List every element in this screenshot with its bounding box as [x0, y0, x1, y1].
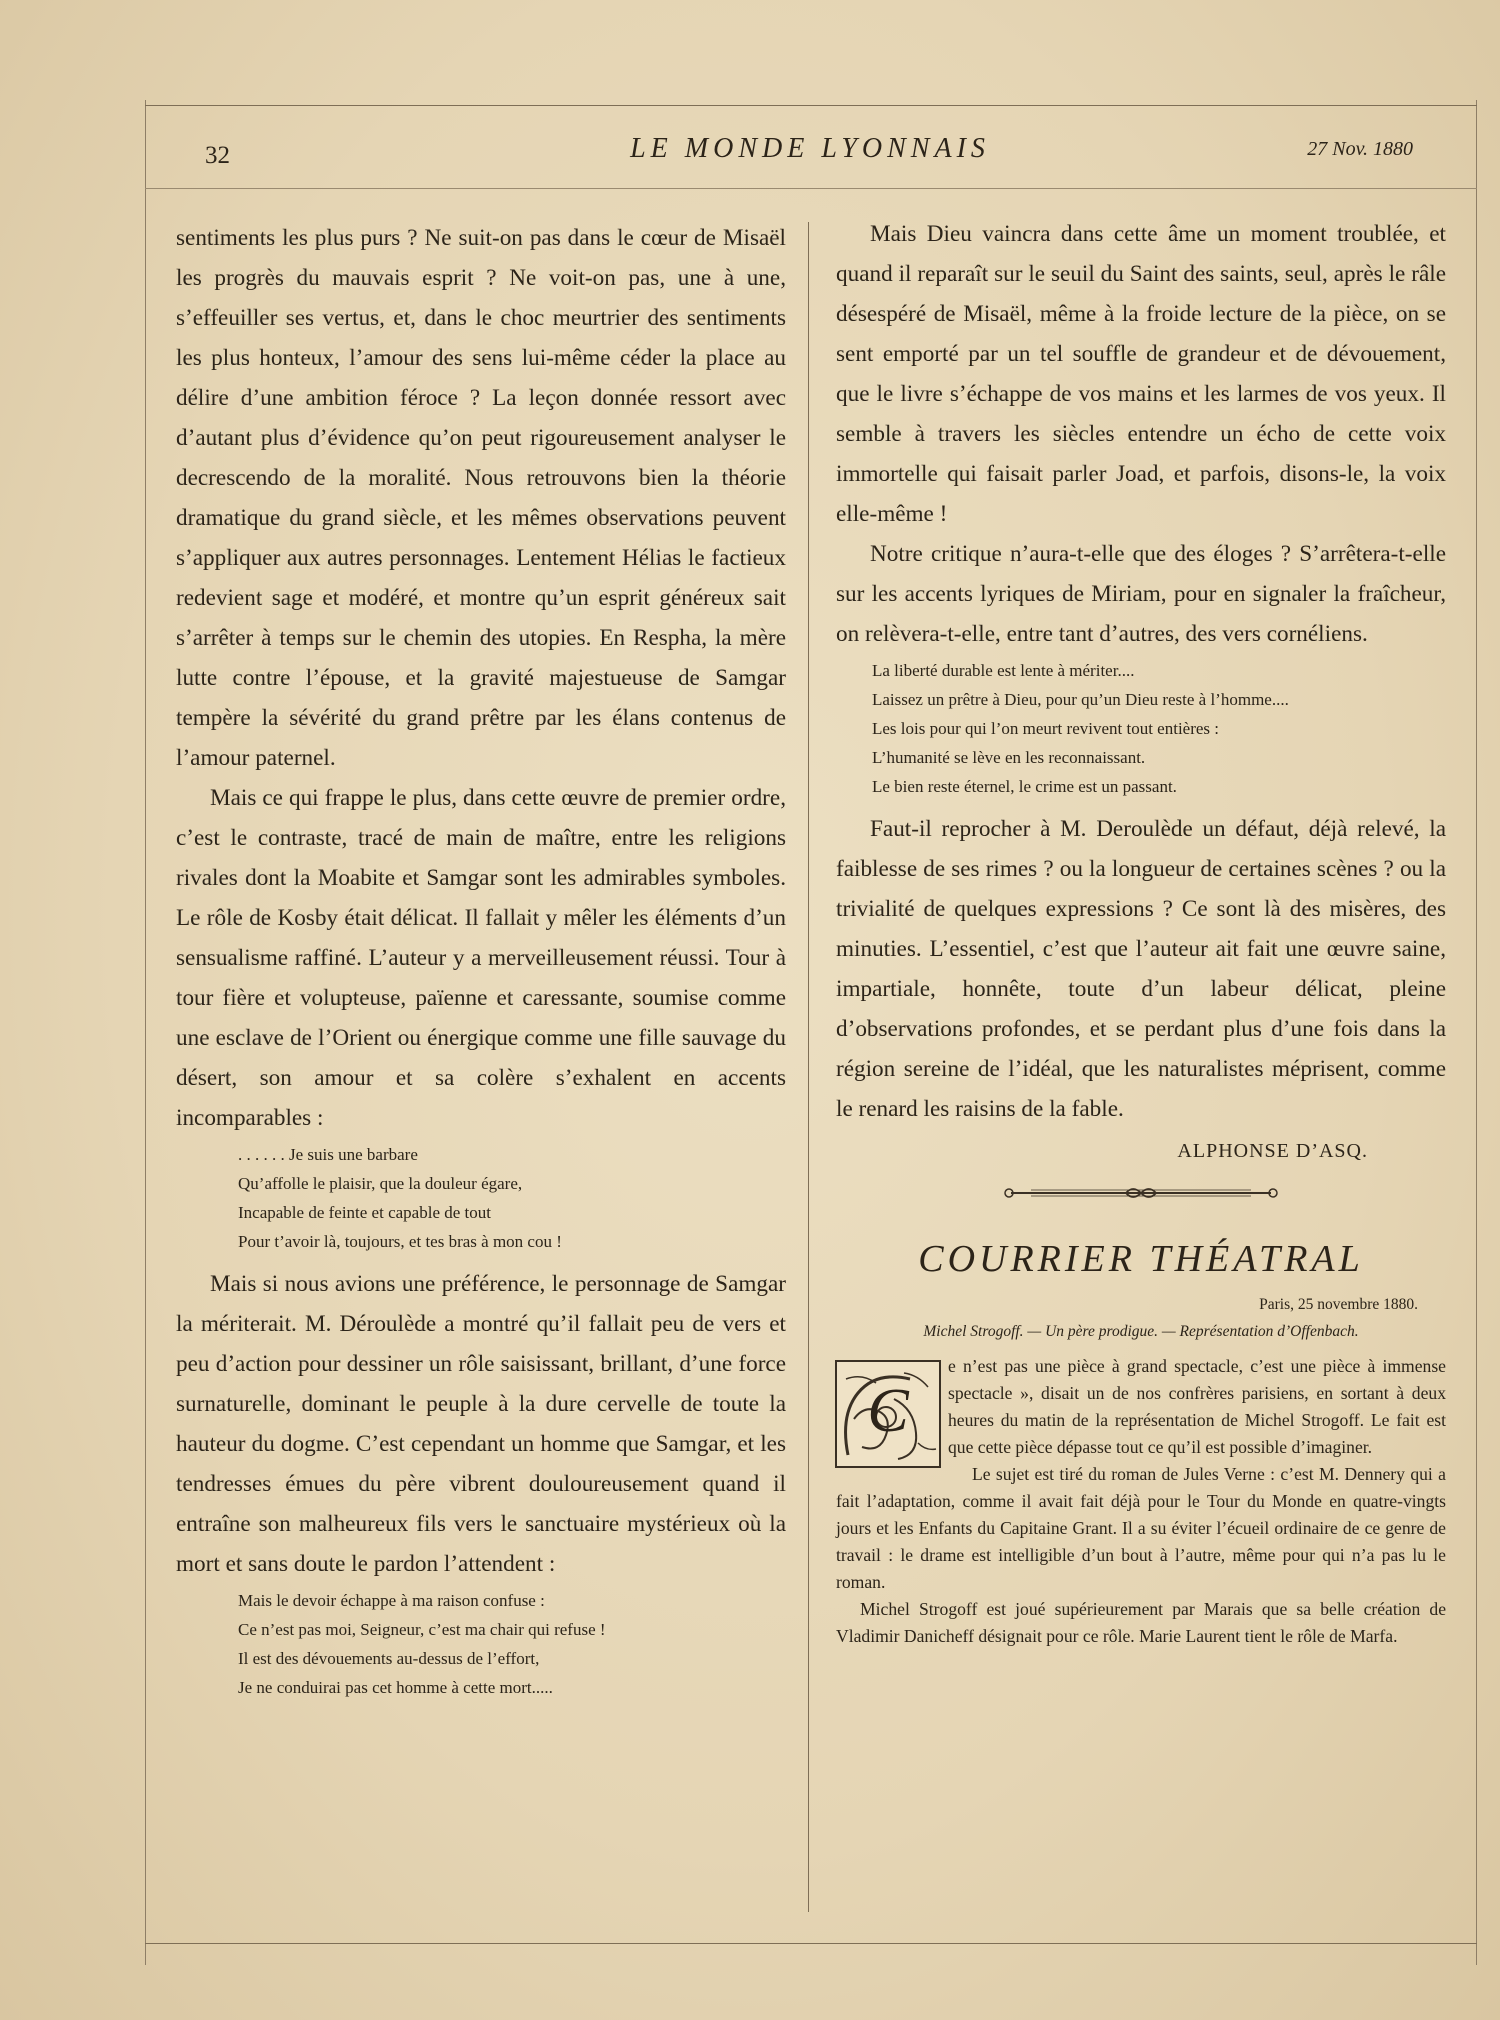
verse-line: . . . . . . Je suis une barbare — [238, 1145, 418, 1164]
right-column — [836, 214, 1446, 1650]
article-paragraph: Mais ce qui frappe le plus, dans cette œuvre de premier ordre, c’est le contraste, tracé de main de maître, entre les religions rivales dont la Moabite et Samgar sont les admirables symboles. Le rôle de Kosby était délicat. Il fallait y mêler les éléments d’un sensualisme raffiné. L’auteur y a merveilleusement réussi. Tour à tour fière et volupteuse, païenne et caressante, soumise comme une esclave de l’Orient ou énergique comme une fille sauvage du désert, son amour et sa colère s’exhalent en accents incomparables : — [176, 785, 786, 1131]
verse-line: La liberté durable est lente à mériter.... — [872, 661, 1135, 680]
decorated-initial-icon — [834, 1359, 942, 1469]
verse-line: Laissez un prêtre à Dieu, pour qu’un Dieu reste à l’homme.... — [872, 690, 1289, 709]
verse-quote — [176, 1586, 786, 1702]
article-paragraph: Faut-il reprocher à M. Deroulède un défaut, déjà relevé, la faiblesse de ses rimes ? ou la longueur de certaines scènes ? ou la trivialité de quelques expressions ? Ce sont là des misères, des minuties. L’essentiel, c’est que l’auteur ait fait une œuvre saine, impartiale, honnête, toute d’un labeur délicat, pleine d’observations profondes, et se perdant plus d’une fois dans la région sereine de l’idéal, que les naturalistes méprisent, comme le renard les raisins de la fable. — [836, 816, 1446, 1122]
dateline: Paris, 25 novembre 1880. — [1259, 1296, 1418, 1313]
ornament-divider-icon — [1001, 1185, 1281, 1201]
theatre-article — [836, 1353, 1446, 1650]
verse-line: Les lois pour qui l’on meurt revivent tout entières : — [872, 719, 1220, 738]
verse-quote — [836, 656, 1446, 801]
article-paragraph: Mais Dieu vaincra dans cette âme un moment troublée, et quand il reparaît sur le seuil du Saint des saints, seul, après le râle désespéré de Misaël, même à la froide lecture de la pièce, on se sent emporté par un tel souffle de grandeur et de dévouement, que le livre s’échappe de vos mains et les larmes de vos yeux. Il semble à travers les siècles entendre un écho de cette voix immortelle qui faisait parler Joad, et parfois, disons-le, la voix elle-même ! — [836, 221, 1446, 527]
verse-line: Incapable de feinte et capable de tout — [238, 1203, 491, 1222]
verse-line: Il est des dévouements au-dessus de l’effort, — [238, 1649, 540, 1668]
bottom-rule — [145, 1943, 1477, 1944]
verse-line: Pour t’avoir là, toujours, et tes bras à mon cou ! — [238, 1232, 562, 1251]
section-subtitle: Michel Strogoff. — Un père prodigue. — Représentation d’Offenbach. — [923, 1323, 1359, 1340]
author-signature: ALPHONSE D’ASQ. — [1177, 1140, 1368, 1162]
section-title: COURRIER THÉATRAL — [918, 1238, 1364, 1280]
verse-line: Mais le devoir échappe à ma raison confuse : — [238, 1591, 545, 1610]
verse-line: Je ne conduirai pas cet homme à cette mort..... — [238, 1678, 553, 1697]
verse-line: Ce n’est pas moi, Seigneur, c’est ma chair qui refuse ! — [238, 1620, 606, 1639]
article-paragraph: Mais si nous avions une préférence, le personnage de Samgar la mériterait. M. Déroulède a montré qu’il fallait peu de vers et peu d’action pour dessiner un rôle saisissant, brillant, d’une force surnaturelle, dominant le peuple à la dure cervelle de toute la hauteur du dogme. C’est cependant un homme que Samgar, et les tendresses émues du père vibrent douloureusement quand il entraîne son malheureux fils vers le sanctuaire mystérieux où la mort et sans doute le pardon l’attendent : — [176, 1271, 786, 1577]
masthead: LE MONDE LYONNAIS — [630, 133, 990, 164]
page-header — [145, 128, 1475, 172]
dropcap-letter: C — [867, 1377, 909, 1445]
verse-quote — [176, 1140, 786, 1256]
theatre-paragraph: Michel Strogoff est joué supérieurement par Marais que sa belle création de Vladimir Danicheff désignait pour ce rôle. Marie Laurent tient le rôle de Marfa. — [836, 1599, 1446, 1646]
top-rule — [145, 105, 1477, 106]
issue-date: 27 Nov. 1880 — [1307, 138, 1413, 160]
verse-line: Le bien reste éternel, le crime est un passant. — [872, 777, 1177, 796]
verse-line: Qu’affolle le plaisir, que la douleur égare, — [238, 1174, 523, 1193]
left-column — [176, 218, 786, 1710]
theatre-paragraph: Le sujet est tiré du roman de Jules Verne : c’est M. Dennery qui a fait l’adaptation, comme il avait fait déjà pour le Tour du Monde en quatre-vingts jours et les Enfants du Capitaine Grant. Il a su éviter l’écueil ordinaire de ce genre de travail : le drame est intelligible d’un bout à l’autre, même pour qui n’a pas lu le roman. — [836, 1464, 1446, 1592]
theatre-paragraph: e n’est pas une pièce à grand spectacle, c’est une pièce à immense spectacle », disait un de nos confrères parisiens, en sortant à deux heures du matin de la représentation de Michel Strogoff. Le fait est que cette pièce dépasse tout ce qu’il est possible d’imaginer. — [948, 1356, 1446, 1457]
verse-line: L’humanité se lève en les reconnaissant. — [872, 748, 1146, 767]
header-rule — [145, 188, 1477, 189]
column-divider — [808, 222, 809, 1912]
page-number: 32 — [205, 142, 230, 169]
article-paragraph: Notre critique n’aura-t-elle que des éloges ? S’arrêtera-t-elle sur les accents lyriques de Miriam, pour en signaler la fraîcheur, on relèvera-t-elle, entre tant d’autres, des vers cornéliens. — [836, 541, 1446, 647]
article-paragraph: sentiments les plus purs ? Ne suit-on pas dans le cœur de Misaël les progrès du mauvais esprit ? Ne voit-on pas, une à une, s’effeuiller ses vertus, et, dans le choc meurtrier des sentiments les plus honteux, l’amour des sens lui-même céder la place au délire d’une ambition féroce ? La leçon donnée ressort avec d’autant plus d’évidence qu’on peut rigoureusement analyser le decrescendo de la moralité. Nous retrouvons bien la théorie dramatique du grand siècle, et les mêmes observations peuvent s’appliquer aux autres personnages. Lentement Hélias le factieux redevient sage et modéré, et montre qu’un esprit généreux sait s’arrêter à temps sur le chemin des utopies. En Respha, la mère lutte contre l’épouse, et la gravité majestueuse de Samgar tempère la sévérité du grand prêtre par les élans contenus de l’amour paternel. — [176, 225, 786, 771]
